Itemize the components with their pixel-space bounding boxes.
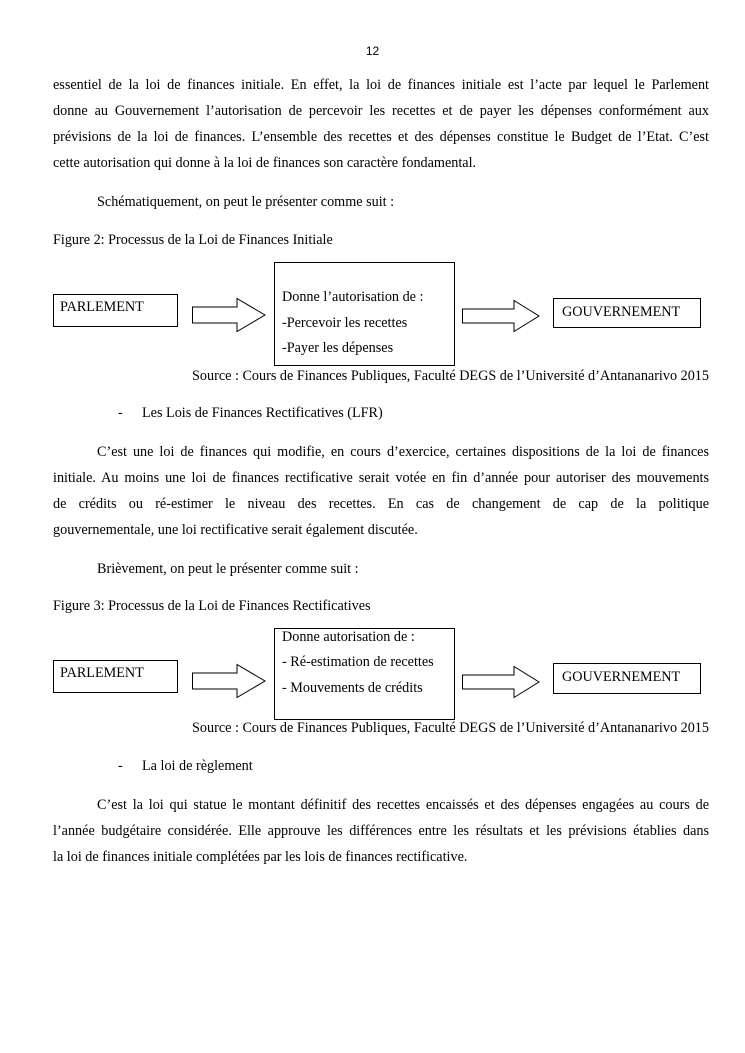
bullet-marker: - xyxy=(118,758,123,774)
arrow-right-icon xyxy=(192,664,266,698)
parlement-box xyxy=(53,660,178,693)
intro-figure-2: Schématiquement, on peut le présenter comme suit : xyxy=(97,194,395,210)
paragraph-line: prévisions de la loi de finances. L’ensemble des recettes et des dépenses constitue le Budget de l’Etat. C’est xyxy=(53,129,709,145)
gouvernement-label: GOUVERNEMENT xyxy=(562,669,681,685)
page-number: 12 xyxy=(365,44,380,58)
paragraph-line: cette autorisation qui donne à la loi de finances son caractère fondamental. xyxy=(53,155,477,171)
bullet-marker: - xyxy=(118,405,123,421)
bullet-loi-reglement: La loi de règlement xyxy=(142,758,253,774)
paragraph-line: initiale. Au moins une loi de finances rectificative serait votée en fin d’année pour autoriser des mouvements xyxy=(53,470,709,486)
paragraph-line: donne au Gouvernement l’autorisation de percevoir les recettes et de payer les dépenses conformément aux xyxy=(53,103,709,119)
authorization-line: Donne autorisation de : xyxy=(282,629,415,645)
parlement-box xyxy=(53,294,178,327)
paragraph-line: la loi de finances initiale complétées par les lois de finances rectificative. xyxy=(53,849,468,865)
arrow-right-icon xyxy=(192,298,266,332)
paragraph-line: l’année budgétaire considérée. Elle approuve les différences entre les résultats et les prévisions établies dans xyxy=(53,823,709,839)
gouvernement-box xyxy=(553,298,701,328)
paragraph-line: C’est une loi de finances qui modifie, en cours d’exercice, certaines dispositions de la loi de finances xyxy=(97,444,709,460)
figure-3-source: Source : Cours de Finances Publiques, Faculté DEGS de l’Université d’Antananarivo 2015 xyxy=(192,720,709,736)
paragraph-1 xyxy=(53,72,709,176)
arrow-right-icon xyxy=(462,300,540,332)
gouvernement-label: GOUVERNEMENT xyxy=(562,304,681,320)
paragraph-line: de crédits ou ré-estimer le niveau des recettes. En cas de changement de cap de la politique xyxy=(53,496,709,512)
parlement-label: PARLEMENT xyxy=(60,299,144,315)
bullet-lfr: Les Lois de Finances Rectificatives (LFR) xyxy=(142,405,383,421)
paragraph-line: gouvernementale, une loi rectificative serait également discutée. xyxy=(53,522,418,538)
paragraph-3 xyxy=(53,792,709,870)
gouvernement-box xyxy=(553,663,701,694)
paragraph-line: C’est la loi qui statue le montant définitif des recettes encaissés et des dépenses engagées au cours de xyxy=(97,797,709,813)
arrow-right-icon xyxy=(462,666,540,698)
figure-2-caption: Figure 2: Processus de la Loi de Finances Initiale xyxy=(53,232,333,248)
authorization-box xyxy=(274,262,455,366)
parlement-label: PARLEMENT xyxy=(60,665,144,681)
authorization-line: -Payer les dépenses xyxy=(282,340,394,356)
paragraph-2 xyxy=(53,439,709,543)
authorization-line: -Percevoir les recettes xyxy=(282,315,408,331)
authorization-box xyxy=(274,628,455,720)
authorization-line: - Ré-estimation de recettes xyxy=(282,654,434,670)
figure-3-caption: Figure 3: Processus de la Loi de Finances Rectificatives xyxy=(53,598,371,614)
intro-figure-3: Brièvement, on peut le présenter comme suit : xyxy=(97,561,359,577)
authorization-line: - Mouvements de crédits xyxy=(282,680,423,696)
authorization-line: Donne l’autorisation de : xyxy=(282,289,424,305)
figure-2-source: Source : Cours de Finances Publiques, Faculté DEGS de l’Université d’Antananarivo 2015 xyxy=(192,368,709,384)
paragraph-line: essentiel de la loi de finances initiale. En effet, la loi de finances initiale est l’acte par lequel le Parlement xyxy=(53,77,709,93)
